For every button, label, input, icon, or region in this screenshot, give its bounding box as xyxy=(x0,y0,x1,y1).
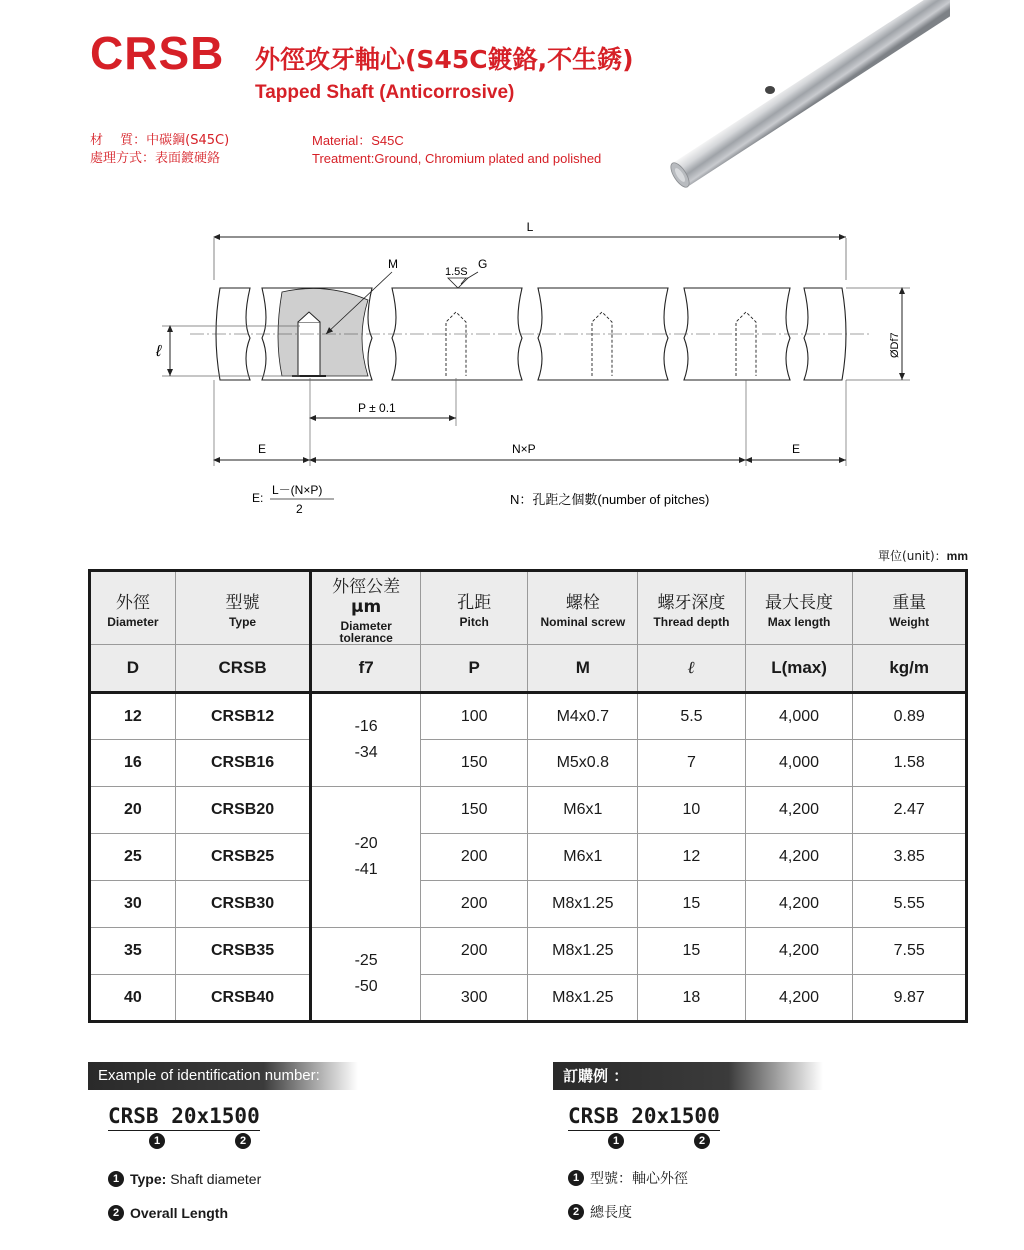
header-screw: 螺栓 Nominal screw xyxy=(528,571,638,645)
cell-screw: M8x1.25 xyxy=(528,881,638,928)
cell-tolerance: -20 -41 xyxy=(311,787,421,928)
table-row xyxy=(90,787,967,834)
cell-max-length: 4,200 xyxy=(745,787,853,834)
label-M: M xyxy=(388,257,398,271)
header-row-symbols xyxy=(90,645,967,693)
cell-pitch: 200 xyxy=(420,928,528,975)
spec-english xyxy=(312,132,601,168)
formula-E-numerator: L－(N×P) xyxy=(272,483,323,497)
dim-E-right: E xyxy=(792,442,801,456)
table-row xyxy=(90,834,967,881)
cell-thread-depth: 18 xyxy=(638,975,746,1022)
symbol-M: M xyxy=(528,645,638,693)
dim-NxP: N×P xyxy=(512,442,536,456)
legend-length-cn-text: 總長度 xyxy=(590,1205,632,1221)
table-row xyxy=(90,881,967,928)
header-pitch: 孔距 Pitch xyxy=(420,571,528,645)
cell-weight: 0.89 xyxy=(853,693,967,740)
cell-diameter: 25 xyxy=(90,834,176,881)
cell-pitch: 100 xyxy=(420,693,528,740)
spec-chinese xyxy=(90,132,229,168)
dim-diameter: ØDf7 xyxy=(889,332,901,358)
cell-type: CRSB30 xyxy=(175,881,311,928)
example-code-chinese xyxy=(568,1104,720,1131)
number-2-icon: 2 xyxy=(694,1133,710,1149)
cell-weight: 1.58 xyxy=(853,740,967,787)
cell-diameter: 40 xyxy=(90,975,176,1022)
symbol-kgm: kg/m xyxy=(853,645,967,693)
legend-type-cn-text: 型號：軸心外徑 xyxy=(590,1171,688,1187)
number-2-icon: 2 xyxy=(235,1133,251,1149)
spec-en-treatment: Treatment:Ground, Chromium plated and polished xyxy=(312,151,602,166)
cell-thread-depth: 5.5 xyxy=(638,693,746,740)
cell-type: CRSB40 xyxy=(175,975,311,1022)
cell-tolerance: -25 -50 xyxy=(311,928,421,1022)
cell-diameter: 20 xyxy=(90,787,176,834)
table-row xyxy=(90,928,967,975)
cell-pitch: 150 xyxy=(420,740,528,787)
number-2-icon: 2 xyxy=(568,1204,584,1220)
cell-weight: 3.85 xyxy=(853,834,967,881)
spec-cn-material: 材 質：中碳鋼(S45C) xyxy=(90,133,230,148)
cell-pitch: 300 xyxy=(420,975,528,1022)
dim-pitch: P ± 0.1 xyxy=(358,401,396,415)
symbol-Lmax: L(max) xyxy=(745,645,853,693)
dim-L: L xyxy=(526,220,534,234)
cell-weight: 5.55 xyxy=(853,881,967,928)
cell-max-length: 4,200 xyxy=(745,975,853,1022)
header-max-length: 最大長度 Max length xyxy=(745,571,853,645)
legend-type-en xyxy=(108,1170,261,1188)
header-type: 型號 Type xyxy=(175,571,311,645)
header-row-labels xyxy=(90,571,967,645)
title-english: Tapped Shaft (Anticorrosive) xyxy=(255,82,515,103)
title-chinese: 外徑攻牙軸心(S45C鍍鉻,不生銹) xyxy=(255,45,634,74)
cell-max-length: 4,200 xyxy=(745,928,853,975)
surface-finish-icon xyxy=(448,278,468,288)
number-2-icon: 2 xyxy=(108,1205,124,1221)
formula-E-prefix: E: xyxy=(252,491,264,505)
cell-type: CRSB25 xyxy=(175,834,311,881)
shaft-photo xyxy=(650,0,950,200)
table-row xyxy=(90,975,967,1022)
symbol-P: P xyxy=(420,645,528,693)
pitch-count-note: N：孔距之個數(number of pitches) xyxy=(510,492,710,507)
cell-tolerance: -16 -34 xyxy=(311,693,421,787)
cell-thread-depth: 10 xyxy=(638,787,746,834)
cell-screw: M4x0.7 xyxy=(528,693,638,740)
legend-type-text: Shaft diameter xyxy=(166,1171,262,1187)
table-row xyxy=(90,740,967,787)
number-1-icon: 1 xyxy=(149,1133,165,1149)
symbol-f7: f7 xyxy=(311,645,421,693)
cell-max-length: 4,000 xyxy=(745,693,853,740)
cell-diameter: 35 xyxy=(90,928,176,975)
cell-screw: M5x0.8 xyxy=(528,740,638,787)
cell-type: CRSB35 xyxy=(175,928,311,975)
example-banner-chinese: 訂購例 ： xyxy=(553,1062,823,1090)
product-code: CRSB xyxy=(90,27,225,79)
cell-weight: 2.47 xyxy=(853,787,967,834)
legend-length-cn xyxy=(568,1204,632,1222)
symbol-ell: ℓ xyxy=(638,645,746,693)
example-banner-english: Example of identification number: xyxy=(88,1062,358,1090)
header-diameter: 外徑 Diameter xyxy=(90,571,176,645)
symbol-D: D xyxy=(90,645,176,693)
legend-length-en xyxy=(108,1204,228,1222)
table-row xyxy=(90,693,967,740)
cell-diameter: 16 xyxy=(90,740,176,787)
example-code-text: CRSB 20x1500 xyxy=(568,1104,720,1131)
cell-pitch: 150 xyxy=(420,787,528,834)
symbol-type: CRSB xyxy=(175,645,311,693)
tapped-hole-icon xyxy=(765,86,775,94)
cell-screw: M8x1.25 xyxy=(528,975,638,1022)
number-1-icon: 1 xyxy=(108,1171,124,1187)
dim-E-left: E xyxy=(258,442,267,456)
cell-diameter: 30 xyxy=(90,881,176,928)
cell-screw: M6x1 xyxy=(528,834,638,881)
cell-thread-depth: 12 xyxy=(638,834,746,881)
unit-label: 單位(unit)： xyxy=(878,549,947,563)
example-code-english xyxy=(108,1104,260,1131)
header-tolerance: 外徑公差 μm Diameter tolerance xyxy=(311,571,421,645)
spec-table xyxy=(88,569,968,1023)
legend-type-cn xyxy=(568,1170,688,1188)
unit-note xyxy=(878,547,968,564)
cell-screw: M6x1 xyxy=(528,787,638,834)
legend-type-label: Type: xyxy=(130,1171,167,1187)
cell-pitch: 200 xyxy=(420,834,528,881)
header-thread-depth: 螺牙深度 Thread depth xyxy=(638,571,746,645)
cell-max-length: 4,200 xyxy=(745,881,853,928)
cell-thread-depth: 15 xyxy=(638,928,746,975)
number-1-icon: 1 xyxy=(568,1170,584,1186)
cell-weight: 7.55 xyxy=(853,928,967,975)
cell-type: CRSB20 xyxy=(175,787,311,834)
unit-value: mm xyxy=(946,549,968,563)
label-G: G xyxy=(478,257,488,271)
dim-ell: ℓ xyxy=(156,343,162,360)
cell-max-length: 4,200 xyxy=(745,834,853,881)
spec-en-material: Material：S45C xyxy=(312,133,404,148)
cell-type: CRSB12 xyxy=(175,693,311,740)
header-weight: 重量 Weight xyxy=(853,571,967,645)
cell-type: CRSB16 xyxy=(175,740,311,787)
cell-pitch: 200 xyxy=(420,881,528,928)
formula-E-denominator: 2 xyxy=(296,502,303,516)
cell-thread-depth: 15 xyxy=(638,881,746,928)
legend-length-label: Overall Length xyxy=(130,1205,229,1221)
cell-max-length: 4,000 xyxy=(745,740,853,787)
technical-drawing xyxy=(130,210,930,530)
cell-weight: 9.87 xyxy=(853,975,967,1022)
cell-thread-depth: 7 xyxy=(638,740,746,787)
spec-cn-treatment: 處理方式：表面鍍硬鉻 xyxy=(90,151,221,166)
example-code-text: CRSB 20x1500 xyxy=(108,1104,260,1131)
cell-diameter: 12 xyxy=(90,693,176,740)
number-1-icon: 1 xyxy=(608,1133,624,1149)
surface-roughness: 1.5S xyxy=(445,266,468,278)
cell-screw: M8x1.25 xyxy=(528,928,638,975)
